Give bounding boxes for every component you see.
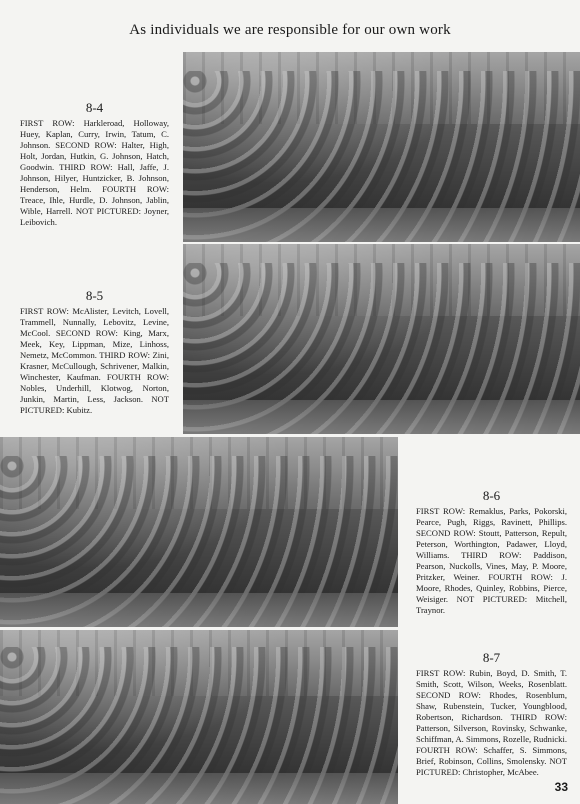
- caption-8-4: [20, 100, 169, 228]
- photo-ground: [183, 208, 580, 242]
- page-title: As individuals we are responsible for our own work: [129, 22, 451, 38]
- class-photo-8-4: [183, 52, 580, 242]
- caption-8-7: [416, 650, 567, 778]
- section-names: FIRST ROW: Remaklus, Parks, Pokorski, Pearce, Pugh, Riggs, Ravinett, Phillips. SECOND ROW: Stoutt, Patterson, Repult, Peterson, Worthington, Padawer, Lloyd, Williams. THIRD ROW: Paddison, Pearson, Nuckolls, Vines, May, P. Moore, Pritzker, Weiner. FOURTH ROW: J. Moore, Rhodes, Quinley, Robbins, Pierce, Weisiger. NOT PICTURED: Mitchell, Traynor.: [416, 506, 567, 615]
- section-label: 8-7: [482, 650, 501, 665]
- section-names: FIRST ROW: Harkleroad, Holloway, Huey, Kaplan, Curry, Irwin, Tatum, C. Johnson. SECOND ROW: Halter, High, Holt, Jordan, Hutkin, G. Johnson, Hatch, Goodwin. THIRD ROW: Hall, Jaffe, J. Johnson, Hilyer, Huntzicker, B. Johnson, Henderson, Helm. FOURTH ROW: Treace, Ihle, Hurdle, D. Johnson, Jablin, Wible, Harrell. NOT PICTURED: Joyner, Leibovich.: [20, 118, 169, 227]
- caption-8-5: [20, 288, 169, 416]
- section-label: 8-4: [85, 100, 104, 115]
- photo-ground: [0, 593, 398, 627]
- section-label: 8-6: [482, 488, 501, 503]
- section-label: 8-5: [85, 288, 104, 303]
- class-photo-8-7: [0, 630, 398, 804]
- class-photo-8-5: [183, 244, 580, 434]
- caption-8-6: [416, 488, 567, 616]
- photo-ground: [183, 400, 580, 434]
- photo-ground: [0, 773, 398, 804]
- page-number: 33: [554, 780, 568, 794]
- class-photo-8-6: [0, 437, 398, 627]
- section-names: FIRST ROW: Rubin, Boyd, D. Smith, T. Smith, Scott, Wilson, Weeks, Rosenblatt. SECOND ROW: Rhodes, Rosenblum, Shaw, Rubenstein, Tucker, Youngblood, Robertson, Richardson. THIRD ROW: Patterson, Silverson, Rovinsky, Schwanke, Schiffman, A. Simmons, Rozelle, Rudnicki. FOURTH ROW: Schaffer, S. Simmons, Brief, Robinson, Collins, Smolensky. NOT PICTURED: Christopher, McAbee.: [416, 668, 567, 777]
- section-names: FIRST ROW: McAlister, Levitch, Lovell, Trammell, Nunnally, Lebovitz, Levine, McCool. SECOND ROW: King, Marx, Meek, Key, Lippman, Mize, Linhoss, Nemetz, McCommon. THIRD ROW: Zini, Krasner, McCullough, Schrivener, Malkin, Winchester, Kaufman. FOURTH ROW: Nobles, Underhill, Klotwog, Norton, Junkin, Martin, Less, Jackson. NOT PICTURED: Kubitz.: [20, 306, 169, 415]
